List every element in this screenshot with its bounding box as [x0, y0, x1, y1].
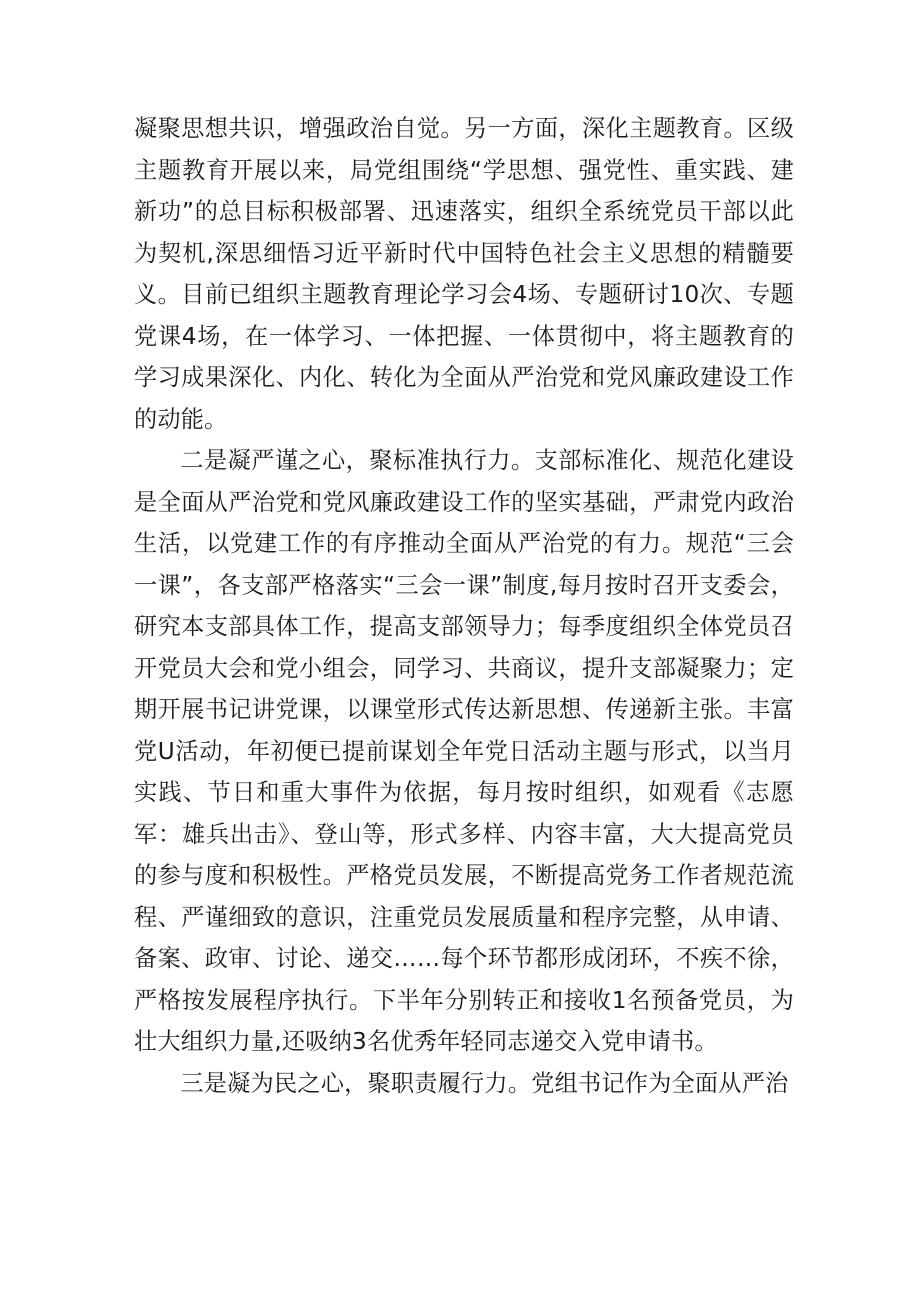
paragraph-section-two: 二是凝严谨之心，聚标准执行力。支部标准化、规范化建设是全面从严治党和党风廉政建设工作的坚实基础，严肃党内政治生活，以党建工作的有序推动全面从严治党的有力。规范“三会一课”，各支部严格落实“三会一课”制度,每月按时召开支委会，研究本支部具体工作，提高支部领导力；每季度组织全体党员召开党员大会和党小组会，同学习、共商议，提升支部凝聚力；定期开展书记讲党课，以课堂形式传达新思想、传递新主张。丰富党U活动，年初便已提前谋划全年党日活动主题与形式，以当月实践、节日和重大事件为依据，每月按时组织，如观看《志愿军：雄兵出击》、登山等，形式多样、内容丰富，大大提高党员的参与度和积极性。严格党员发展，不断提高党务工作者规范流程、严谨细致的意识，注重党员发展质量和程序完整，从申请、备案、政审、讨论、递交……每个环节都形成闭环，不疾不徐，严格按发展程序执行。下半年分别转正和接收1名预备党员，为壮大组织力量,还吸纳3名优秀年轻同志递交入党申请书。: [134, 447, 794, 1055]
document-body: [134, 108, 794, 1104]
paragraph-section-three: 三是凝为民之心，聚职责履行力。党组书记作为全面从严治: [180, 1069, 789, 1097]
paragraph-continuation: 凝聚思想共识，增强政治自觉。另一方面，深化主题教育。区级主题教育开展以来，局党组围绕“学思想、强党性、重实践、建新功”的总目标积极部署、迅速落实，组织全系统党员干部以此为契机,深思细悟习近平新时代中国特色社会主义思想的精髓要义。目前已组织主题教育理论学习会4场、专题研讨10次、专题党课4场，在一体学习、一体把握、一体贯彻中，将主题教育的学习成果深化、内化、转化为全面从严治党和党风廉政建设工作的动能。: [134, 115, 794, 433]
